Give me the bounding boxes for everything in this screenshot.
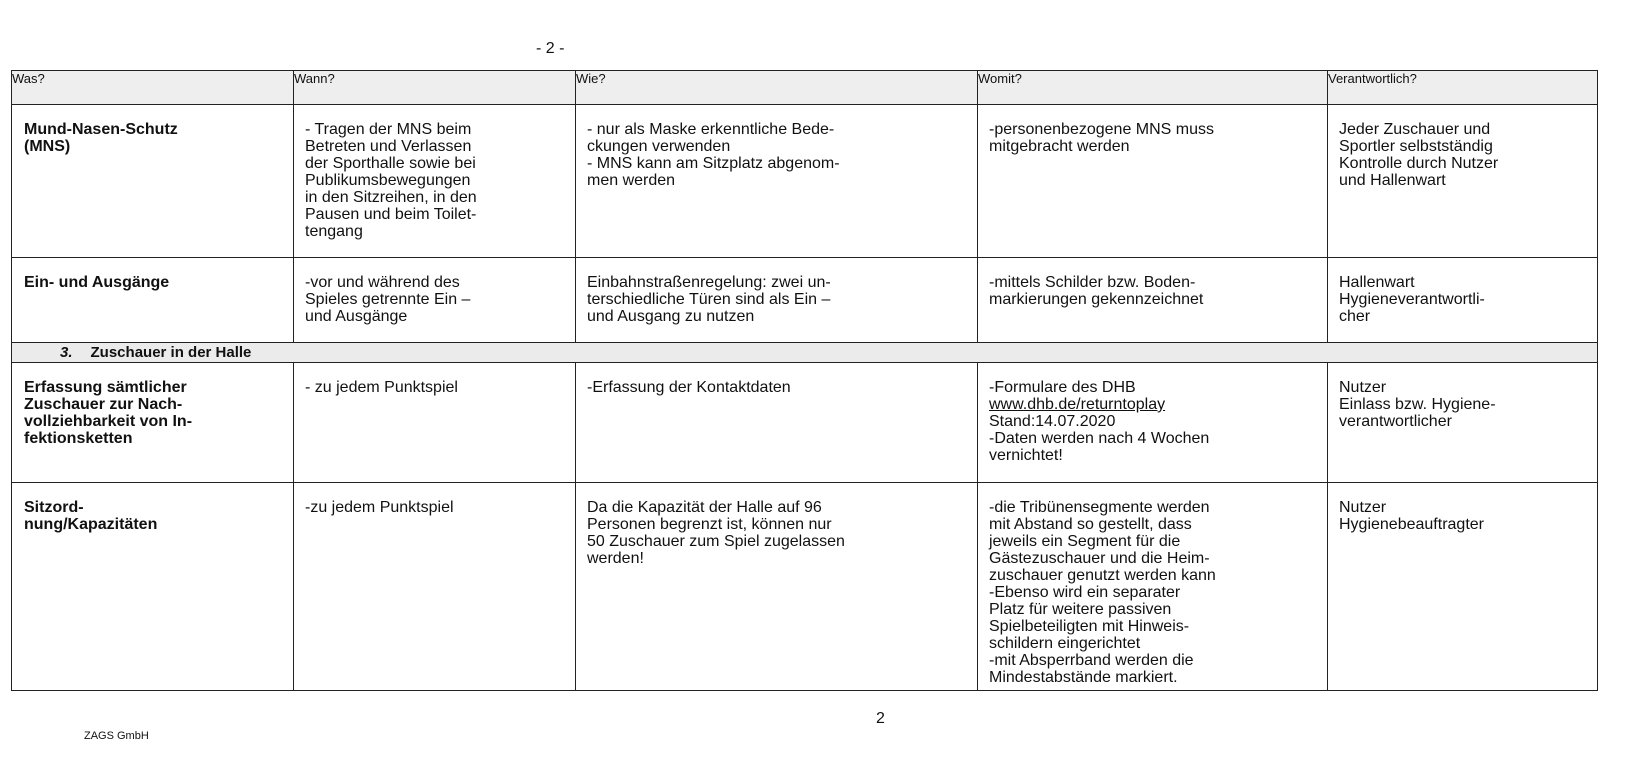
- cell-was: Sitzord- nung/Kapazitäten: [24, 499, 158, 533]
- header-was: Was?: [12, 71, 294, 105]
- cell-wie: - nur als Maske erkenntliche Bede- ckungen verwenden - MNS kann am Sitzplatz abgenom- men werden: [587, 121, 840, 189]
- cell-wann: - Tragen der MNS beim Betreten und Verlassen der Sporthalle sowie bei Publikumsbewegungen in den Sitzreihen, in den Pausen und beim Toilet- tengang: [305, 121, 477, 240]
- cell-verantwortlich: Nutzer Hygienebeauftragter: [1339, 499, 1484, 533]
- cell-wie: Da die Kapazität der Halle auf 96 Personen begrenzt ist, können nur 50 Zuschauer zum Spiel zugelassen werden!: [587, 499, 845, 567]
- header-wann: Wann?: [294, 71, 576, 105]
- table-header-row: [12, 71, 1598, 105]
- cell-verantwortlich: Nutzer Einlass bzw. Hygiene- verantwortlicher: [1339, 379, 1496, 430]
- table-row-mns: [12, 105, 1598, 258]
- section-title: Zuschauer in der Halle: [90, 344, 252, 361]
- cell-was: Erfassung sämtlicher Zuschauer zur Nach- vollziehbarkeit von In- fektionsketten: [24, 379, 193, 447]
- cell-womit: [978, 363, 1327, 468]
- cell-womit: -mittels Schilder bzw. Boden- markierungen gekennzeichnet: [989, 274, 1204, 308]
- footer-company: ZAGS GmbH: [84, 730, 149, 742]
- table-row-sitzordnung: [12, 483, 1598, 691]
- womit-line: -Formulare des DHB: [989, 379, 1136, 396]
- cell-was: Ein- und Ausgänge: [24, 274, 170, 291]
- cell-was: Mund-Nasen-Schutz (MNS): [24, 121, 178, 155]
- cell-wie: -Erfassung der Kontaktdaten: [587, 379, 791, 396]
- page-number-top: - 2 -: [536, 40, 565, 57]
- dhb-link[interactable]: www.dhb.de/returntoplay: [989, 396, 1166, 413]
- header-wie: Wie?: [576, 71, 978, 105]
- page-number-bottom: 2: [876, 710, 885, 727]
- section-number: 3.: [60, 344, 73, 361]
- header-verantwortlich: Verantwortlich?: [1328, 71, 1598, 105]
- cell-womit: -die Tribünensegmente werden mit Abstand so gestellt, dass jeweils ein Segment für die Gästezuschauer und die Heim- zuschauer genutzt werden kann -Ebenso wird ein separater Platz für weitere passiven Spielbeteiligten mit Hinweis- schildern eingerichtet -mit Absperrband werden die Mindestabstände markiert.: [989, 499, 1216, 686]
- cell-womit: -personenbezogene MNS muss mitgebracht werden: [989, 121, 1215, 155]
- table-row-eingaenge: [12, 258, 1598, 343]
- cell-verantwortlich: Jeder Zuschauer und Sportler selbstständig Kontrolle durch Nutzer und Hallenwart: [1339, 121, 1499, 189]
- cell-wann: - zu jedem Punktspiel: [305, 379, 458, 396]
- section-header-row: [12, 343, 1598, 363]
- table-row-erfassung: [12, 363, 1598, 483]
- header-womit: Womit?: [978, 71, 1328, 105]
- hygiene-plan-table: [11, 70, 1598, 691]
- section-heading: [12, 343, 1597, 362]
- cell-wie: Einbahnstraßenregelung: zwei un- terschiedliche Türen sind als Ein – und Ausgang zu nutzen: [587, 274, 831, 325]
- womit-rest: Stand:14.07.2020 -Daten werden nach 4 Wochen vernichtet!: [989, 413, 1210, 464]
- cell-wann: -vor und während des Spieles getrennte Ein – und Ausgänge: [305, 274, 471, 325]
- cell-wann: -zu jedem Punktspiel: [305, 499, 454, 516]
- cell-verantwortlich: Hallenwart Hygieneverantwortli- cher: [1339, 274, 1485, 325]
